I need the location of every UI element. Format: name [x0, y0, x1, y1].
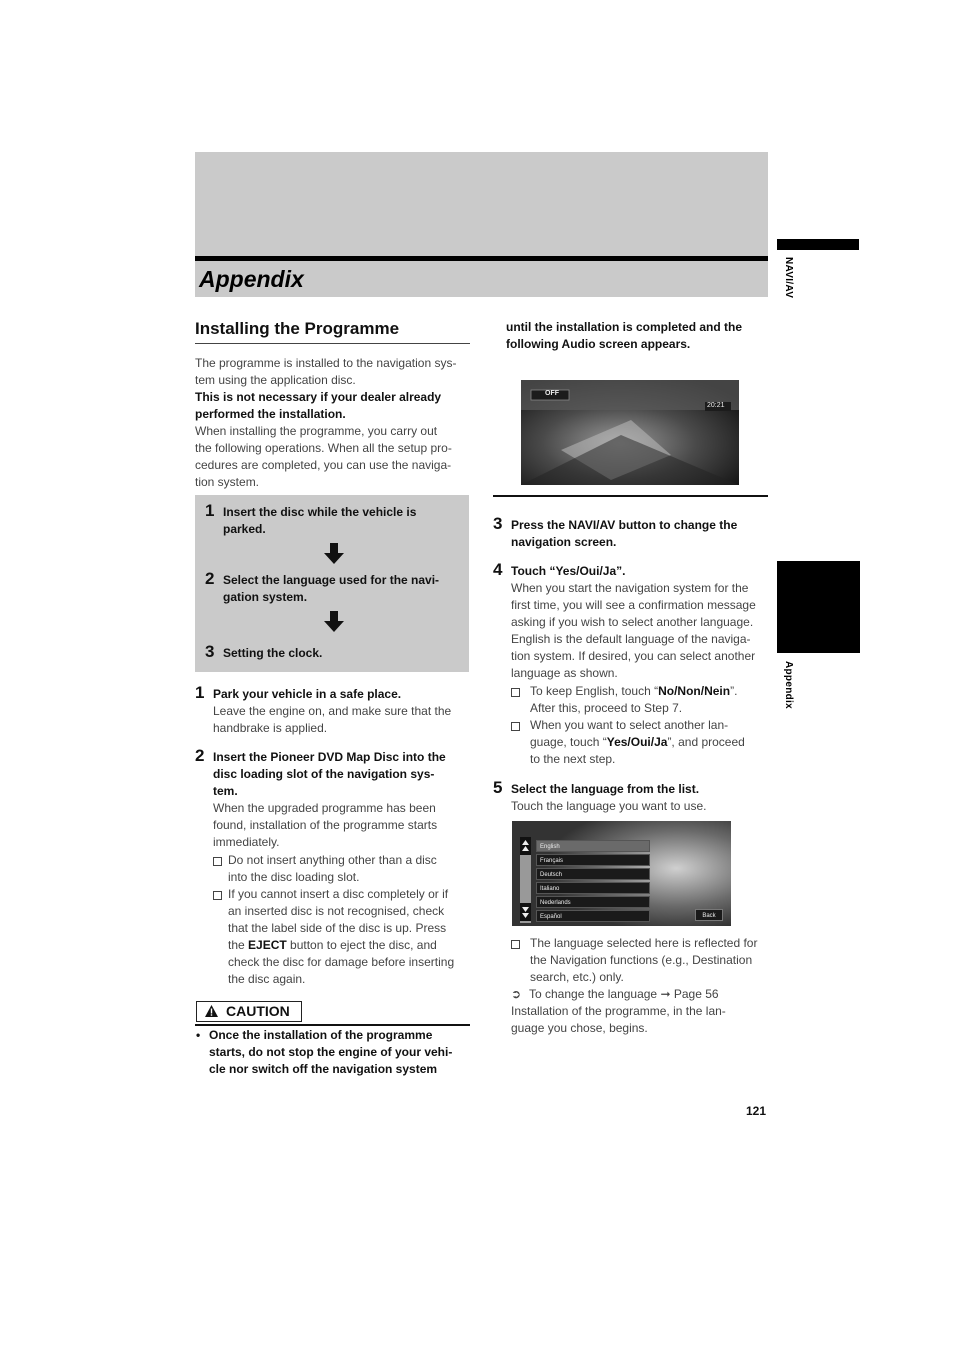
off-button-label: OFF	[545, 390, 559, 397]
side-tab-block	[777, 561, 860, 653]
warning-icon	[205, 1005, 218, 1017]
page-number: 121	[746, 1104, 767, 1118]
caution-rule	[195, 1024, 470, 1026]
list-item: When you want to select another lan- guage, touch “Yes/Oui/Ja”, and proceed to the next step.	[511, 717, 771, 768]
side-tab-marker	[777, 239, 859, 250]
list-item: ➲ To change the language ➞ Page 56	[511, 987, 719, 1001]
checkbox-bullet-icon	[511, 940, 520, 949]
step-number: 1	[195, 683, 205, 702]
checkbox-bullet-icon	[213, 891, 222, 900]
step-3: Press the NAVI/AV button to change the navigation screen.	[511, 518, 738, 549]
section-rule	[195, 343, 470, 344]
intro-text: The programme is installed to the navigation sys- tem using the application disc. This is not necessary if your dealer already performed the installation. When installing the programme, you carry out the following operations. When all the setup pro- cedures are completed, you can use the naviga- tion system.	[195, 356, 457, 489]
page-ref-arrow-icon: ➞	[660, 987, 671, 1001]
step-5-notes: The language selected here is reflected for the Navigation functions (e.g., Destination search, etc.) only. ➲ To change the language ➞ Page 56 Installation of the programme, in the lan- guage you chose, begins.	[511, 935, 773, 1037]
language-screen-image	[512, 821, 731, 926]
checkbox-bullet-icon	[213, 857, 222, 866]
side-tab-appendix: Appendix	[783, 661, 794, 709]
page-title: Appendix	[199, 266, 304, 292]
arrow-down-icon	[323, 611, 345, 633]
language-option[interactable]: Nederlands	[536, 896, 650, 908]
column-rule	[493, 495, 768, 497]
language-option[interactable]: Español	[536, 910, 650, 922]
list-item: Do not insert anything other than a disc into the disc loading slot.	[213, 852, 475, 886]
step-4-bullets	[511, 683, 771, 768]
checkbox-bullet-icon	[511, 688, 520, 697]
step-1: Park your vehicle in a safe place. Leave the engine on, and make sure that the handbrake is applied.	[213, 687, 452, 735]
summary-step-number: 2	[205, 569, 215, 588]
step-number: 3	[493, 514, 503, 533]
step-5: Select the language from the list. Touch the language you want to use.	[511, 782, 707, 813]
language-option[interactable]: Français	[536, 854, 650, 866]
section-title: Installing the Programme	[195, 319, 400, 338]
caution-continued: until the installation is completed and the following Audio screen appears.	[506, 320, 743, 351]
step-number: 2	[195, 746, 205, 765]
list-item: If you cannot insert a disc completely or if an inserted disc is not recognised, check that the label side of the disc is up. Press the EJECT button to eject the disc, and check the disc for damage before inserting the disc again.	[213, 886, 475, 988]
reference-arrow-icon: ➲	[511, 987, 522, 1001]
summary-step-number: 3	[205, 642, 215, 661]
back-button[interactable]: Back	[695, 909, 723, 921]
step-number: 5	[493, 778, 503, 797]
caution-text: • Once the installation of the programme starts, do not stop the engine of your vehi- cle nor switch off the navigation system	[196, 1028, 453, 1076]
language-option[interactable]: English	[536, 840, 650, 852]
audio-screen-image	[521, 380, 739, 485]
list-item: The language selected here is reflected for the Navigation functions (e.g., Destination search, etc.) only.	[511, 935, 773, 986]
list-item: To keep English, touch “No/Non/Nein”. After this, proceed to Step 7.	[511, 683, 771, 717]
step-2: Insert the Pioneer DVD Map Disc into the disc loading slot of the navigation sys- tem. When the upgraded programme has been found, installation of the programme starts immediately.	[213, 750, 446, 849]
side-tab-navi-av: NAVI/AV	[783, 257, 794, 299]
page-reference-link[interactable]: Page 56	[673, 987, 719, 1001]
checkbox-bullet-icon	[511, 722, 520, 731]
caution-label: CAUTION	[226, 1003, 290, 1019]
caution-label-box	[196, 1001, 302, 1022]
summary-step-text: Insert the disc while the vehicle is parked.	[223, 505, 417, 536]
clock-readout: 20:21	[707, 402, 725, 409]
step-2-bullets	[213, 852, 475, 988]
arrow-down-icon	[323, 543, 345, 565]
header-rule	[195, 256, 768, 261]
summary-step-text: Select the language used for the navi- gation system.	[223, 573, 440, 604]
bullet-dot-icon: •	[196, 1028, 201, 1042]
step-number: 4	[493, 560, 503, 579]
summary-step-text: Setting the clock.	[223, 646, 323, 660]
summary-step-number: 1	[205, 501, 215, 520]
language-option[interactable]: Deutsch	[536, 868, 650, 880]
language-option[interactable]: Italiano	[536, 882, 650, 894]
step-4: Touch “Yes/Oui/Ja”. When you start the navigation system for the first time, you will see a confirmation message asking if you wish to select another language. English is the default language of the naviga- tion system. If desired, you can select another language as shown.	[511, 564, 756, 680]
